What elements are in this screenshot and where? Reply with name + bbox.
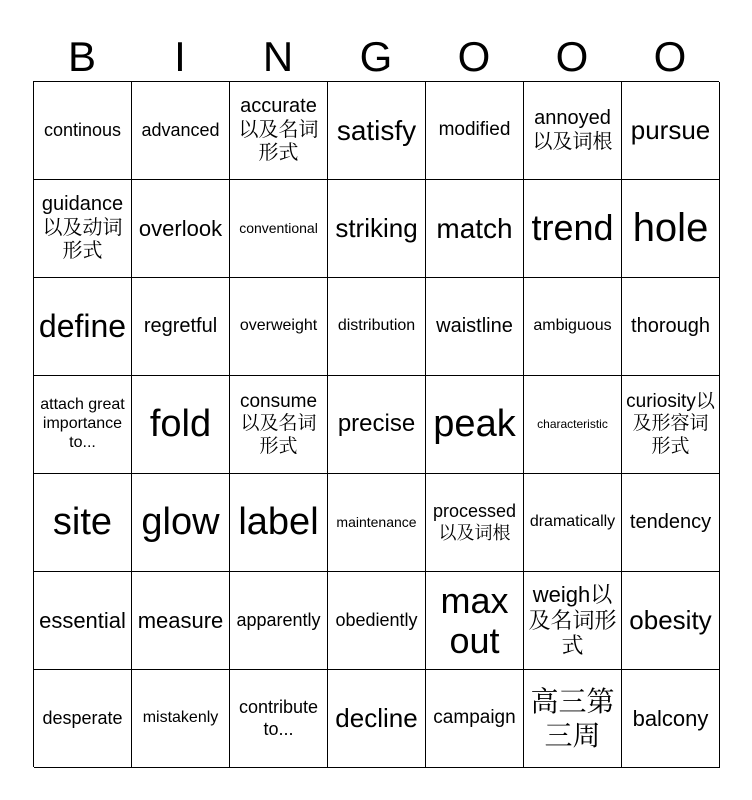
bingo-cell[interactable]: guidance以及动词形式 bbox=[34, 180, 132, 278]
bingo-board bbox=[33, 81, 719, 767]
header-letter-i: I bbox=[174, 33, 186, 80]
bingo-cell[interactable]: consume以及名词形式 bbox=[230, 376, 328, 474]
bingo-cell[interactable]: weigh以及名词形式 bbox=[524, 572, 622, 670]
bingo-cell[interactable]: precise bbox=[328, 376, 426, 474]
header-letter-g: G bbox=[359, 33, 393, 80]
bingo-header bbox=[33, 34, 719, 80]
bingo-cell[interactable]: satisfy bbox=[328, 82, 426, 180]
bingo-cell[interactable]: overlook bbox=[132, 180, 230, 278]
bingo-cell[interactable]: ambiguous bbox=[524, 278, 622, 376]
bingo-cell[interactable]: measure bbox=[132, 572, 230, 670]
bingo-cell[interactable]: curiosity以及形容词形式 bbox=[622, 376, 720, 474]
bingo-cell[interactable]: continous bbox=[34, 82, 132, 180]
bingo-cell[interactable]: apparently bbox=[230, 572, 328, 670]
bingo-cell[interactable]: obediently bbox=[328, 572, 426, 670]
bingo-cell[interactable]: obesity bbox=[622, 572, 720, 670]
bingo-cell[interactable]: overweight bbox=[230, 278, 328, 376]
bingo-cell[interactable]: dramatically bbox=[524, 474, 622, 572]
bingo-cell[interactable]: peak bbox=[426, 376, 524, 474]
bingo-cell[interactable]: glow bbox=[132, 474, 230, 572]
bingo-cell[interactable]: tendency bbox=[622, 474, 720, 572]
bingo-cell[interactable]: match bbox=[426, 180, 524, 278]
bingo-cell[interactable]: 高三第三周 bbox=[524, 670, 622, 768]
bingo-cell[interactable]: balcony bbox=[622, 670, 720, 768]
bingo-cell[interactable]: essential bbox=[34, 572, 132, 670]
bingo-cell[interactable]: trend bbox=[524, 180, 622, 278]
bingo-cell[interactable]: pursue bbox=[622, 82, 720, 180]
bingo-cell[interactable]: advanced bbox=[132, 82, 230, 180]
header-letter-b: B bbox=[67, 33, 96, 80]
header-letter-o3: O bbox=[653, 33, 687, 80]
bingo-cell[interactable]: thorough bbox=[622, 278, 720, 376]
bingo-cell[interactable]: define bbox=[34, 278, 132, 376]
bingo-cell[interactable]: regretful bbox=[132, 278, 230, 376]
bingo-cell[interactable]: processed以及词根 bbox=[426, 474, 524, 572]
bingo-cell[interactable]: modified bbox=[426, 82, 524, 180]
header-letter-o2: O bbox=[555, 33, 589, 80]
bingo-cell[interactable]: desperate bbox=[34, 670, 132, 768]
bingo-cell[interactable]: hole bbox=[622, 180, 720, 278]
bingo-cell[interactable]: conventional bbox=[230, 180, 328, 278]
bingo-cell[interactable]: campaign bbox=[426, 670, 524, 768]
bingo-cell[interactable]: contribute to... bbox=[230, 670, 328, 768]
bingo-cell[interactable]: label bbox=[230, 474, 328, 572]
bingo-cell[interactable]: decline bbox=[328, 670, 426, 768]
bingo-cell[interactable]: characteristic bbox=[524, 376, 622, 474]
bingo-cell[interactable]: distribution bbox=[328, 278, 426, 376]
bingo-cell[interactable]: accurate以及名词形式 bbox=[230, 82, 328, 180]
bingo-cell[interactable]: site bbox=[34, 474, 132, 572]
bingo-cell[interactable]: max out bbox=[426, 572, 524, 670]
header-letter-o1: O bbox=[457, 33, 491, 80]
bingo-cell[interactable]: maintenance bbox=[328, 474, 426, 572]
bingo-cell[interactable]: waistline bbox=[426, 278, 524, 376]
bingo-cell[interactable]: fold bbox=[132, 376, 230, 474]
bingo-cell[interactable]: annoyed以及词根 bbox=[524, 82, 622, 180]
header-letter-n: N bbox=[262, 33, 294, 80]
bingo-cell[interactable]: mistakenly bbox=[132, 670, 230, 768]
bingo-cell[interactable]: striking bbox=[328, 180, 426, 278]
bingo-cell[interactable]: attach great importance to... bbox=[34, 376, 132, 474]
